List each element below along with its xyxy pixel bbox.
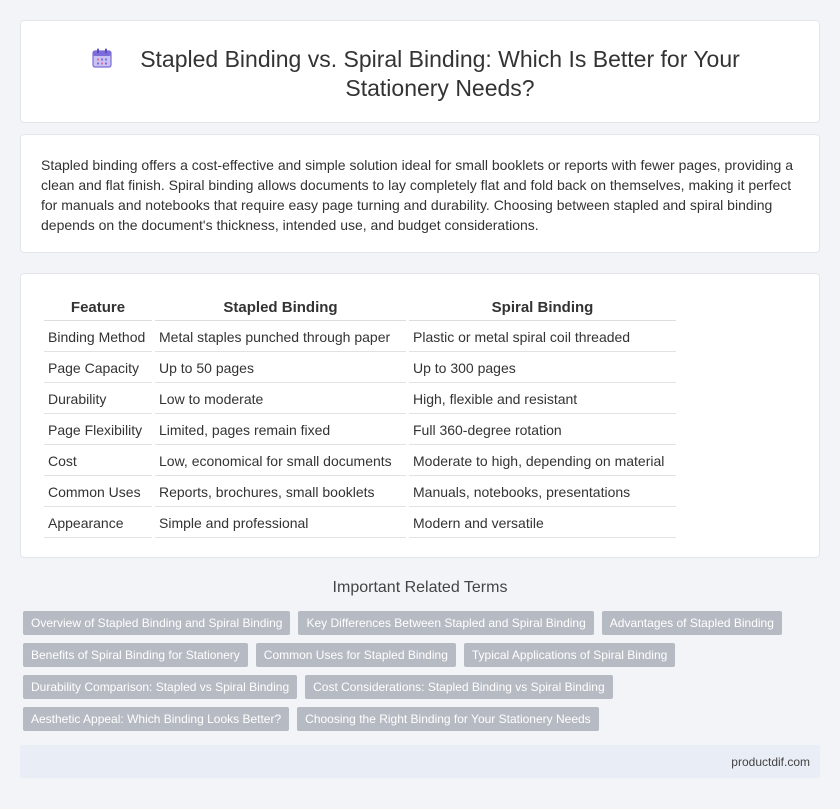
table-cell-feature: Common Uses (44, 477, 152, 507)
related-term-tag[interactable]: Advantages of Stapled Binding (602, 611, 782, 635)
table-cell-feature: Durability (44, 384, 152, 414)
intro-card (20, 134, 820, 253)
related-term-tag[interactable]: Key Differences Between Stapled and Spiral Binding (298, 611, 593, 635)
table-cell-spiral: Up to 300 pages (409, 353, 676, 383)
table-cell-spiral: Modern and versatile (409, 508, 676, 538)
footer (20, 745, 820, 778)
table-row (44, 446, 676, 476)
column-header-spiral: Spiral Binding (409, 295, 676, 321)
column-header-stapled: Stapled Binding (155, 295, 406, 321)
table-cell-stapled: Simple and professional (155, 508, 406, 538)
intro-paragraph: Stapled binding offers a cost-effective and simple solution ideal for small booklets or reports with fewer pages, providing a clean and flat finish. Spiral binding allows documents to lay completely flat and fold back on themselves, making it perfect for manuals and notebooks that require easy page turning and durability. Choosing between stapled and spiral binding depends on the document's thickness, intended use, and budget considerations. (41, 157, 794, 233)
table-cell-spiral: Moderate to high, depending on material (409, 446, 676, 476)
related-term-tag[interactable]: Overview of Stapled Binding and Spiral Binding (23, 611, 290, 635)
table-cell-feature: Page Flexibility (44, 415, 152, 445)
related-term-tag[interactable]: Aesthetic Appeal: Which Binding Looks Better? (23, 707, 289, 731)
related-terms-title: Important Related Terms (332, 579, 508, 596)
table-cell-feature: Appearance (44, 508, 152, 538)
related-term-tag[interactable]: Benefits of Spiral Binding for Stationery (23, 643, 248, 667)
table-row (44, 477, 676, 507)
table-cell-feature: Page Capacity (44, 353, 152, 383)
table-cell-spiral: Plastic or metal spiral coil threaded (409, 322, 676, 352)
table-cell-stapled: Limited, pages remain fixed (155, 415, 406, 445)
table-cell-spiral: Manuals, notebooks, presentations (409, 477, 676, 507)
comparison-table (41, 294, 679, 539)
related-term-tag[interactable]: Common Uses for Stapled Binding (256, 643, 456, 667)
footer-site-link[interactable]: productdif.com (731, 755, 810, 769)
table-header-row (44, 295, 676, 321)
related-terms-list (23, 611, 803, 739)
table-cell-stapled: Low to moderate (155, 384, 406, 414)
table-cell-stapled: Low, economical for small documents (155, 446, 406, 476)
page-title: Stapled Binding vs. Spiral Binding: Which Is Better for Your Stationery Needs? (140, 46, 740, 101)
table-row (44, 384, 676, 414)
table-cell-stapled: Reports, brochures, small booklets (155, 477, 406, 507)
table-row (44, 415, 676, 445)
table-cell-spiral: Full 360-degree rotation (409, 415, 676, 445)
related-term-tag[interactable]: Choosing the Right Binding for Your Stationery Needs (297, 707, 599, 731)
table-cell-stapled: Up to 50 pages (155, 353, 406, 383)
title-card (20, 20, 820, 123)
column-header-feature: Feature (44, 295, 152, 321)
comparison-table-card (20, 273, 820, 558)
table-cell-feature: Cost (44, 446, 152, 476)
related-term-tag[interactable]: Typical Applications of Spiral Binding (464, 643, 675, 667)
table-row (44, 508, 676, 538)
table-row (44, 353, 676, 383)
table-cell-stapled: Metal staples punched through paper (155, 322, 406, 352)
table-cell-spiral: High, flexible and resistant (409, 384, 676, 414)
related-term-tag[interactable]: Cost Considerations: Stapled Binding vs Spiral Binding (305, 675, 613, 699)
related-term-tag[interactable]: Durability Comparison: Stapled vs Spiral Binding (23, 675, 297, 699)
table-cell-feature: Binding Method (44, 322, 152, 352)
table-row (44, 322, 676, 352)
